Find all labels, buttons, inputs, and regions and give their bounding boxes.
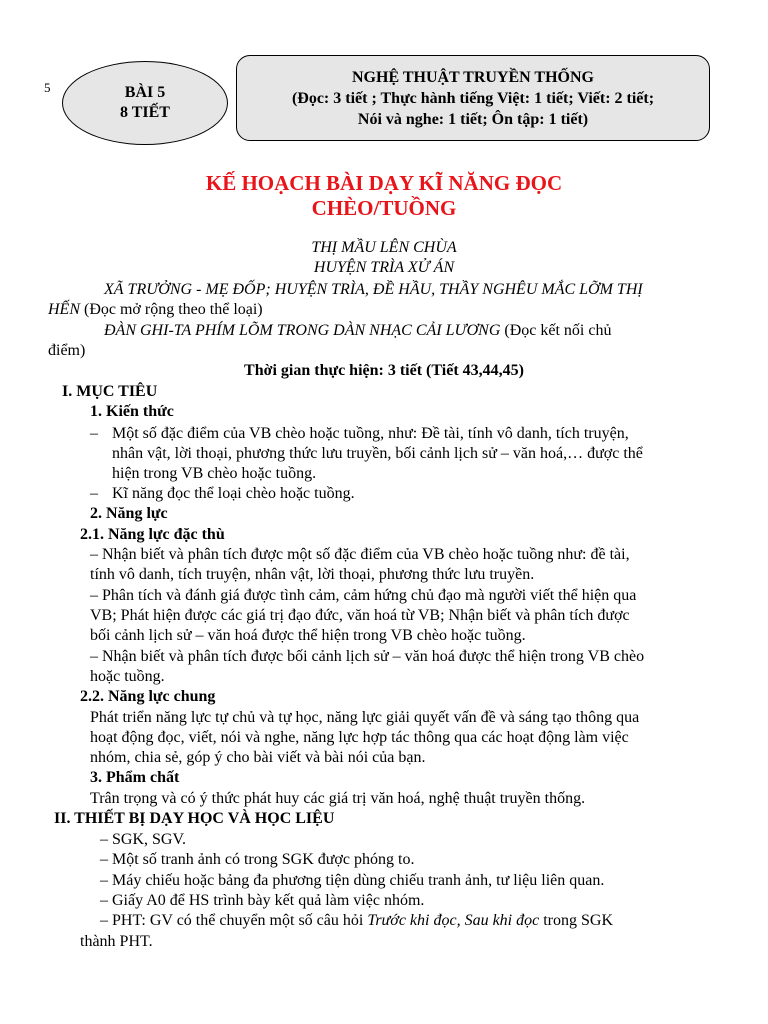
specific-item-2-line1: – Phân tích và đánh giá được tình cảm, cảm hứng chủ đạo mà người viết thể hiện qua (90, 587, 637, 604)
knowledge-item-1-line3: hiện trong VB chèo hoặc tuồng. (112, 465, 317, 482)
knowledge-item-2: Kĩ năng đọc thể loại chèo hoặc tuồng. (112, 485, 355, 502)
specific-item-2-line2: VB; Phát hiện được các giá trị đạo đức, văn hoá từ VB; Nhận biết và phân tích được (90, 607, 630, 624)
qualities-text: Trân trọng và có ý thức phát huy các giá trị văn hoá, nghệ thuật truyền thống. (90, 790, 586, 807)
knowledge-item-1-line2: nhân vật, lời thoại, phương thức lưu truyền, bối cảnh lịch sử – văn hoá,… được thể (112, 445, 643, 462)
material-item-1: – SGK, SGV. (100, 831, 186, 848)
reading-title-1: THỊ MẦU LÊN CHÙA (311, 239, 457, 256)
topic-title: NGHỆ THUẬT TRUYỀN THỐNG (352, 69, 594, 86)
reading-title-4: ĐÀN GHI-TA PHÍM LÕM TRONG DÀN NHẠC CẢI LƯƠNG (Đọc kết nối chủ (104, 322, 612, 339)
specific-competence-heading: 2.1. Năng lực đặc thù (80, 526, 225, 543)
qualities-heading: 3. Phẩm chất (90, 769, 180, 786)
topic-detail-line2: Nói và nghe: 1 tiết; Ôn tập: 1 tiết) (357, 111, 589, 128)
topic-detail-line1: (Đọc: 3 tiết ; Thực hành tiếng Việt: 1 tiết; Viết: 2 tiết; (291, 90, 655, 107)
topic-box (236, 55, 710, 141)
material-item-5-continued: thành PHT. (80, 933, 153, 950)
material-item-2: – Một số tranh ảnh có trong SGK được phóng to. (100, 851, 415, 868)
lesson-badge (62, 61, 228, 145)
specific-item-3-line1: – Nhận biết và phân tích được bối cảnh lịch sử – văn hoá được thể hiện trong VB chèo (90, 648, 645, 665)
reading-note-4: điểm) (48, 342, 86, 359)
specific-item-3-line2: hoặc tuồng. (90, 668, 165, 685)
section-2-heading: II. THIẾT BỊ DẠY HỌC VÀ HỌC LIỆU (54, 810, 335, 827)
reading-title-3-continued: HẾN (Đọc mở rộng theo thể loại) (48, 301, 263, 318)
lesson-number: BÀI 5 (124, 84, 166, 101)
section-1-heading: I. MỤC TIÊU (62, 383, 158, 400)
page-number: 5 (44, 80, 51, 95)
bullet-dash: – (90, 485, 98, 502)
document-title-line2: CHÈO/TUỒNG (311, 196, 457, 220)
material-item-3: – Máy chiếu hoặc bảng đa phương tiện dùng chiếu tranh ảnh, tư liệu liên quan. (100, 872, 605, 889)
material-item-4: – Giấy A0 để HS trình bày kết quả làm việc nhóm. (100, 892, 425, 909)
reading-title-3: XÃ TRƯỞNG - MẸ ĐỐP; HUYỆN TRÌA, ĐỀ HẦU, THẦY NGHÊU MẮC LỠM THỊ (104, 281, 643, 298)
material-item-5: – PHT: GV có thể chuyển một số câu hỏi Trước khi đọc, Sau khi đọc trong SGK (100, 912, 613, 929)
specific-item-2-line3: bối cảnh lịch sử – văn hoá được thể hiện trong VB chèo hoặc tuồng. (90, 627, 526, 644)
lesson-time: Thời gian thực hiện: 3 tiết (Tiết 43,44,45) (244, 362, 524, 379)
general-paragraph-line2: hoạt động đọc, viết, nói và nghe, năng lực hợp tác thông qua các hoạt động làm việc (90, 729, 629, 746)
knowledge-item-1-line1: Một số đặc điểm của VB chèo hoặc tuồng, như: Đề tài, tính vô danh, tích truyện, (112, 425, 629, 442)
knowledge-heading: 1. Kiến thức (90, 403, 174, 420)
competence-heading: 2. Năng lực (90, 505, 168, 522)
document-title-line1: KẾ HOẠCH BÀI DẠY KĨ NĂNG ĐỌC (205, 171, 563, 195)
specific-item-1-line1: – Nhận biết và phân tích được một số đặc điểm của VB chèo hoặc tuồng như: đề tài, (90, 546, 630, 563)
bullet-dash: – (90, 425, 98, 442)
general-competence-heading: 2.2. Năng lực chung (80, 688, 216, 705)
general-paragraph-line1: Phát triển năng lực tự chủ và tự học, năng lực giải quyết vấn đề và sáng tạo thông qua (90, 709, 640, 726)
reading-title-2: HUYỆN TRÌA XỬ ÁN (313, 259, 455, 276)
general-paragraph-line3: nhóm, chia sẻ, góp ý cho bài viết và bài nói của bạn. (90, 749, 426, 766)
lesson-duration: 8 TIẾT (120, 104, 170, 121)
specific-item-1-line2: tính vô danh, tích truyện, nhân vật, lời thoại, phương thức lưu truyền. (90, 566, 535, 583)
